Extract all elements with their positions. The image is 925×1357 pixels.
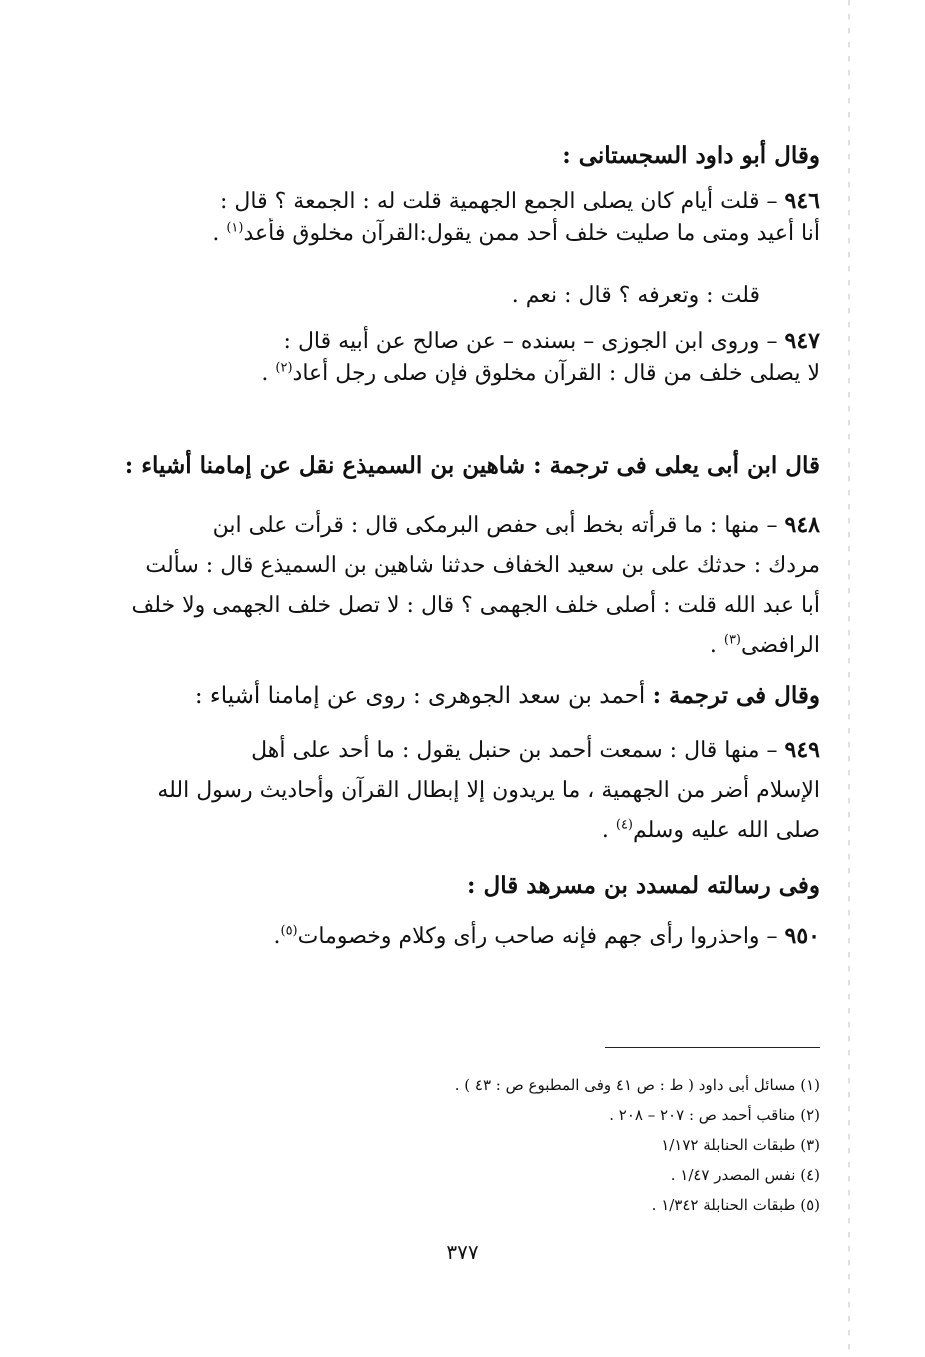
heading-text: قال ابن أبى يعلى فى ترجمة : شاهين بن السميذع نقل عن إمامنا أشياء : — [124, 452, 820, 479]
paragraph-number: ٩٥٠ — [784, 923, 820, 949]
section-heading-ibn-abi-yala — [124, 450, 820, 482]
heading-text: وقال أبو داود السجستانى : — [562, 142, 820, 169]
paragraph-number: ٩٤٦ — [784, 188, 820, 214]
paragraph-line: أبا عبد الله قلت : أصلى خلف الجهمى ؟ قال : لا تصل خلف الجهمى ولا خلف — [131, 593, 820, 618]
footnote-4: (٤) نفس المصدر ١/٤٧ . — [670, 1166, 820, 1184]
paragraph-line: صلى الله عليه وسلم$^{(٤)}$ . — [601, 817, 820, 843]
heading-text: وقال فى ترجمة : أحمد بن سعد الجوهرى : روى عن إمامنا أشياء : — [194, 682, 820, 709]
page-number: ٣٧٧ — [446, 1240, 479, 1264]
scan-edge-dots — [848, 0, 850, 1357]
paragraph-line: مردك : حدثك على بن سعيد الخفاف حدثنا شاهين بن السميذع قال : سألت — [145, 553, 820, 578]
paragraph-949 — [130, 730, 820, 851]
paragraph-line: ٩٤٦ – قلت أيام كان يصلى الجمع الجهمية قلت له : الجمعة ؟ قال : — [220, 188, 820, 214]
paragraph-line: أنا أعيد ومتى ما صليت خلف أحد ممن يقول:القرآن مخلوق فأعد$^{(١)}$ . — [212, 220, 820, 246]
paragraph-number: ٩٤٩ — [784, 737, 820, 763]
heading-text: وفى رسالته لمسدد بن مسرهد قال : — [467, 872, 820, 899]
paragraph-948 — [130, 505, 820, 666]
paragraph-line: الإسلام أضر من الجهمية ، ما يريدون إلا إبطال القرآن وأحاديث رسول الله — [157, 778, 820, 803]
paragraph-number: ٩٤٧ — [784, 328, 820, 354]
paragraph-line: لا يصلى خلف من قال : القرآن مخلوق فإن صلى رجل أعاد$^{(٢)}$ . — [261, 360, 820, 386]
footnote-2: (٢) مناقب أحمد ص : ٢٠٧ – ٢٠٨ . — [609, 1106, 820, 1124]
paragraph-line: ٩٤٨ – منها : ما قرأته بخط أبى حفص البرمكى قال : قرأت على ابن — [212, 512, 820, 538]
paragraph-line: ٩٥٠ – واحذروا رأى جهم فإنه صاحب رأى وكلام وخصومات$^{(٥)}$. — [273, 923, 820, 949]
footnote-3: (٣) طبقات الحنابلة ١/١٧٢ — [661, 1136, 820, 1154]
footnote-ref: (١) — [226, 220, 244, 236]
section-heading-ahmad-bin-saad — [130, 680, 820, 712]
footnote-ref: (٢) — [275, 360, 293, 376]
section-heading-abu-dawud — [130, 140, 820, 172]
paragraph-950 — [130, 920, 820, 953]
paragraph-line: قلت : وتعرفه ؟ قال : نعم . — [511, 283, 760, 308]
footnote-ref: (٤) — [615, 817, 633, 833]
paragraph-number: ٩٤٨ — [784, 512, 820, 538]
footnote-1: (١) مسائل أبى داود ( ط : ص ٤١ وفى المطبوع ص : ٤٣ ) . — [454, 1076, 820, 1094]
footnote-5: (٥) طبقات الحنابلة ١/٣٤٢ . — [651, 1196, 820, 1214]
section-heading-musaddad — [130, 870, 820, 902]
paragraph-946-continued — [130, 280, 820, 312]
footnote-ref: (٣) — [723, 632, 741, 648]
paragraph-947 — [130, 325, 820, 390]
paragraph-line: ٩٤٧ – وروى ابن الجوزى – بسنده – عن صالح عن أبيه قال : — [283, 328, 820, 354]
paragraph-946 — [130, 185, 820, 250]
footnotes — [120, 1070, 820, 1220]
paragraph-line: ٩٤٩ – منها قال : سمعت أحمد بن حنبل يقول : ما أحد على أهل — [251, 737, 820, 763]
paragraph-line: الرافضى$^{(٣)}$ . — [709, 632, 820, 658]
footnote-ref: (٥) — [280, 923, 298, 939]
footnote-divider — [605, 1047, 820, 1048]
